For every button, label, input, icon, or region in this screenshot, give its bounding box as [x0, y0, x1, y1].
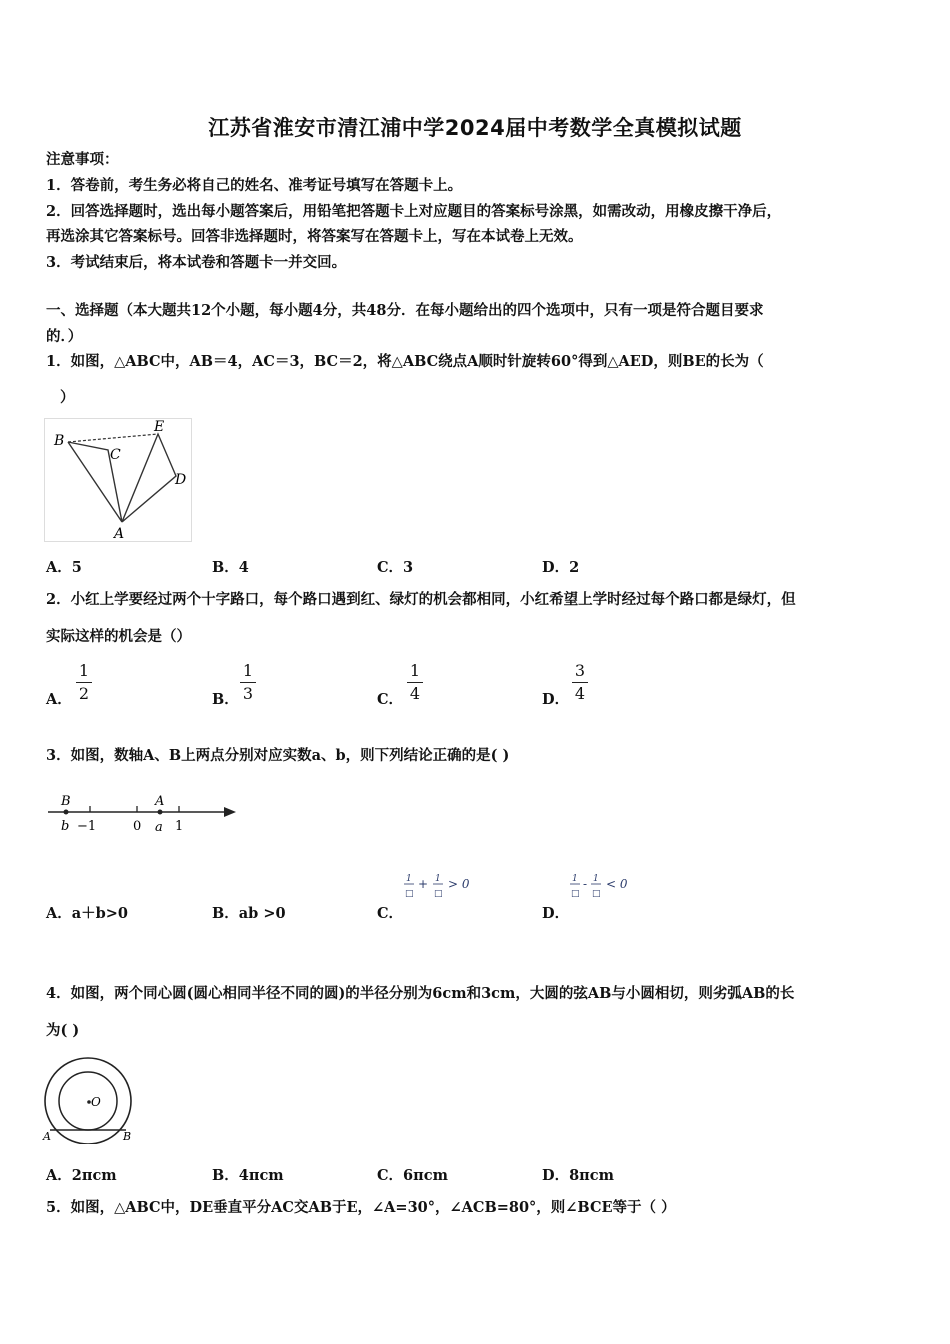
question-1-text: 1．如图，△ABC中，AB＝4，AC＝3，BC＝2，将△ABC绕点A顺时针旋转60°得到△AED，则BE的长为（: [46, 353, 764, 370]
expr-d-rel: < 0: [606, 877, 628, 891]
numerator: 1: [409, 661, 421, 680]
q2-option-a-fraction: [76, 662, 92, 703]
question-2-text: 2．小红上学要经过两个十字路口，每个路口遇到红、绿灯的机会都相同，小红希望上学时经过每个路口都是绿灯，但: [46, 591, 796, 608]
q4-option-b: B．4πcm: [212, 1167, 284, 1184]
q1-option-b: B．4: [212, 559, 249, 576]
denominator: 4: [574, 684, 586, 703]
q2-option-c-fraction: [407, 662, 423, 703]
triangle-figure: [44, 418, 192, 542]
numerator: 3: [574, 661, 586, 680]
notice-item-3: 3．考试结束后，将本试卷和答题卡一并交回。: [46, 254, 347, 271]
expr-d-den2: □: [592, 889, 601, 899]
q2-option-b-label: B．: [212, 691, 239, 708]
label-b-lower: b: [61, 819, 70, 834]
expr-d-op: -: [583, 877, 588, 891]
question-2-text-cont: 实际这样的机会是（）: [46, 628, 191, 645]
label-o: O: [91, 1095, 101, 1109]
denominator: 4: [409, 684, 421, 703]
expr-d-num2: 1: [593, 874, 599, 884]
notice-heading: 注意事项：: [46, 151, 119, 168]
notice-item-2-cont: 再选涂其它答案标号。回答非选择题时，将答案写在答题卡上，写在本试卷上无效。: [46, 228, 583, 245]
label-one: 1: [175, 819, 184, 834]
question-5-text: 5．如图，△ABC中，DE垂直平分AC交AB于E，∠A=30°，∠ACB=80°，则∠BCE等于（ ）: [46, 1199, 676, 1216]
expr-c-rel: > 0: [448, 877, 470, 891]
label-zero: 0: [133, 819, 142, 834]
q3-expression-c: [402, 870, 482, 902]
q4-option-a: A．2πcm: [46, 1167, 117, 1184]
label-a-lower: a: [155, 820, 163, 835]
q2-option-b-fraction: [240, 662, 256, 703]
question-4-text: 4．如图，两个同心圆(圆心相同半径不同的圆)的半径分别为6cm和3cm，大圆的弦AB与小圆相切，则劣弧AB的长: [46, 985, 795, 1002]
label-a-upper: A: [155, 794, 165, 809]
question-4-text-cont: 为( ): [46, 1022, 80, 1039]
expr-c-op: +: [418, 877, 429, 891]
notice-item-2: 2．回答选择题时，选出每小题答案后，用铅笔把答题卡上对应题目的答案标号涂黑，如需改动，用橡皮擦干净后，: [46, 203, 782, 220]
q3-option-c: C．: [377, 905, 404, 922]
numerator: 1: [242, 661, 254, 680]
expr-d-num1: 1: [572, 874, 578, 884]
label-a: A: [114, 526, 125, 542]
expr-d-den1: □: [571, 889, 580, 899]
numerator: 1: [78, 661, 90, 680]
q1-option-d: D．2: [542, 559, 580, 576]
number-line-figure: [44, 790, 244, 840]
page-title: 江苏省淮安市清江浦中学2024届中考数学全真模拟试题: [208, 116, 742, 140]
q4-option-d: D．8πcm: [542, 1167, 614, 1184]
expr-c-num1: 1: [406, 874, 412, 884]
section-heading: 一、选择题（本大题共12个小题，每小题4分，共48分．在每小题给出的四个选项中，只有一项是符合题目要求: [46, 302, 764, 319]
label-minus-one: −1: [77, 819, 97, 834]
label-c: C: [110, 447, 121, 463]
label-b: B: [54, 433, 65, 449]
q3-option-b: B．ab >0: [212, 905, 286, 922]
section-heading-cont: 的．）: [46, 328, 83, 345]
q3-option-d: D．: [542, 905, 570, 922]
q1-option-a: A．5: [46, 559, 82, 576]
q1-option-c: C．3: [377, 559, 414, 576]
q4-option-c: C．6πcm: [377, 1167, 448, 1184]
label-a: A: [43, 1130, 51, 1143]
arrow-icon: [224, 807, 236, 817]
label-b-upper: B: [61, 794, 71, 809]
concentric-circles-figure: [40, 1054, 140, 1144]
point-a: [158, 810, 163, 815]
question-3-text: 3．如图，数轴A、B上两点分别对应实数a、b，则下列结论正确的是( ): [46, 747, 510, 764]
q3-option-a: A．a＋b>0: [46, 905, 129, 922]
expr-c-den1: □: [405, 889, 414, 899]
q3-expression-d: [568, 870, 648, 902]
label-e: E: [154, 419, 165, 435]
q2-option-d-label: D．: [542, 691, 570, 708]
point-b: [64, 810, 69, 815]
segment-be: [68, 434, 158, 442]
denominator: 3: [242, 684, 254, 703]
label-d: D: [175, 472, 187, 488]
denominator: 2: [78, 684, 90, 703]
notice-item-1: 1．答卷前，考生务必将自己的姓名、准考证号填写在答题卡上。: [46, 177, 463, 194]
question-1-text-cont: ）: [60, 389, 75, 406]
triangle-aed: [122, 434, 176, 522]
expr-c-num2: 1: [435, 874, 441, 884]
q2-option-c-label: C．: [377, 691, 404, 708]
q2-option-a-label: A．: [46, 691, 72, 708]
label-b: B: [123, 1130, 132, 1143]
expr-c-den2: □: [434, 889, 443, 899]
q2-option-d-fraction: [572, 662, 588, 703]
